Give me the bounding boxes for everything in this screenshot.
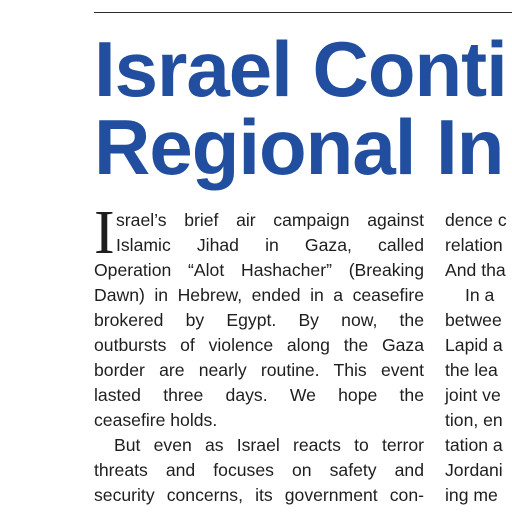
top-rule xyxy=(94,12,512,13)
text-line: threats and focuses on safety and xyxy=(94,460,424,480)
text-line: security concerns, its government con- xyxy=(94,485,424,505)
text-line: And tha xyxy=(445,260,506,280)
headline-line-2: Regional In xyxy=(94,103,504,191)
text-line: border are nearly routine. This event xyxy=(94,360,424,380)
text-line: Lapid a xyxy=(445,335,503,355)
article-column-left xyxy=(94,199,424,508)
text-line: brokered by Egypt. By now, the xyxy=(94,310,424,330)
text-line: ceasefire holds. xyxy=(94,410,218,430)
text-line: tion, en xyxy=(445,410,503,430)
text-line: joint ve xyxy=(445,385,501,405)
text-line: Operation “Alot Hashacher” (Breaking xyxy=(94,260,424,280)
text-line: outbursts of violence along the Gaza xyxy=(94,335,424,355)
text-line: Jordani xyxy=(445,460,503,480)
text-line: the lea xyxy=(445,360,498,380)
text-line: betwee xyxy=(445,310,502,330)
text-line: Dawn) in Hebrew, ended in a ceasefire xyxy=(94,285,424,305)
article-column-right xyxy=(445,208,512,508)
text-line: Islamic Jihad in Gaza, called xyxy=(116,235,424,255)
text-line: In a xyxy=(465,285,495,305)
text-line: relation xyxy=(445,235,503,255)
text-line: tation a xyxy=(445,435,503,455)
text-line: srael’s brief air campaign against xyxy=(116,210,424,230)
text-line: lasted three days. We hope the xyxy=(94,385,424,405)
text-line: ing me xyxy=(445,485,498,505)
headline-line-1: Israel Conti xyxy=(94,25,507,113)
text-line: dence c xyxy=(445,210,507,230)
text-line: But even as Israel reacts to terror xyxy=(114,435,424,455)
drop-cap: I xyxy=(94,199,115,267)
